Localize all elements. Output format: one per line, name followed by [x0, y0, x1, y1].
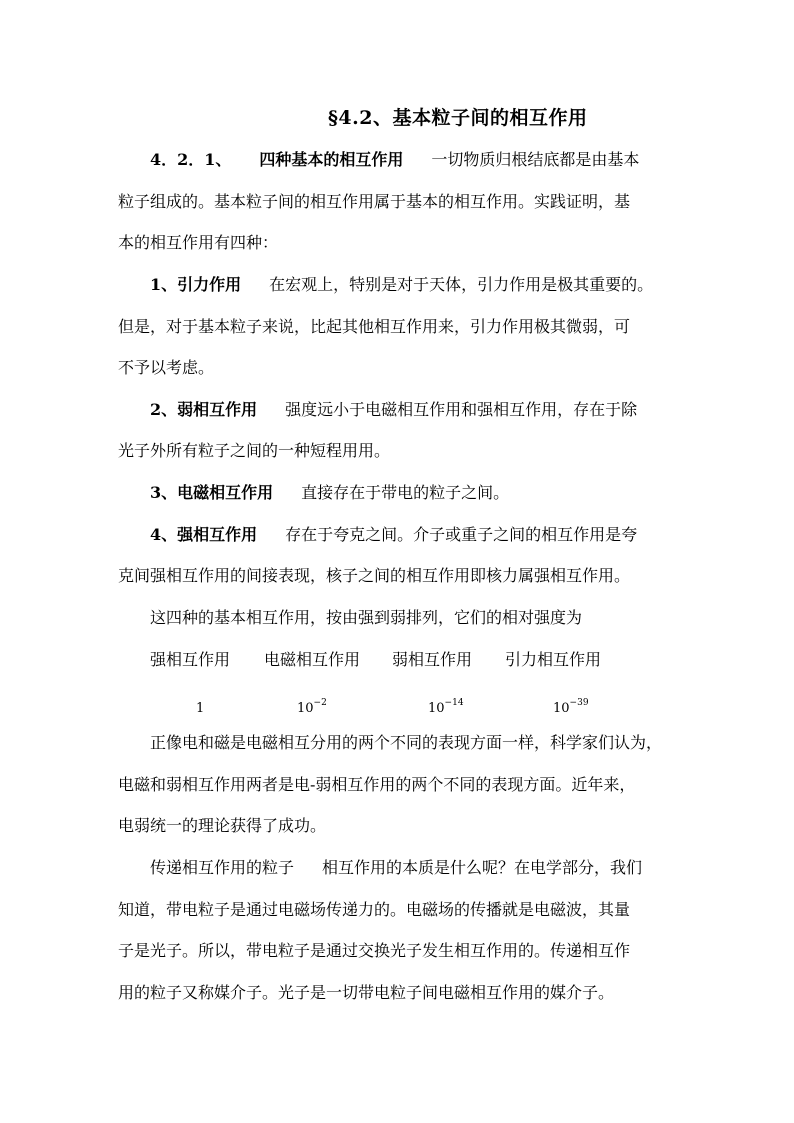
strength-value-em: $10^{-2}$: [297, 698, 327, 716]
item-weak-label: 2、弱相互作用: [150, 400, 258, 419]
item-em-line: [150, 483, 509, 503]
paragraph-text: 强度远小于电磁相互作用和强相互作用，存在于除: [285, 400, 638, 419]
paragraph-line: 粒子组成的。基本粒子间的相互作用属于基本的相互作用。实践证明，基: [118, 192, 631, 211]
item-gravity-line: [150, 275, 653, 295]
strength-value-weak: $10^{-14}$: [428, 698, 464, 716]
item-strong-label: 4、强相互作用: [150, 525, 258, 544]
strength-value-strong: 1: [196, 701, 205, 716]
strength-name-strong: 强相互作用: [150, 650, 231, 669]
paragraph-line: 电磁和弱相互作用两者是电-弱相互作用的两个不同的表现方面。近年来，: [118, 775, 636, 794]
subsection-heading-line: [150, 150, 639, 170]
item-em-label: 3、电磁相互作用: [150, 483, 274, 502]
subsection-heading: 四种基本的相互作用: [259, 150, 404, 169]
paragraph-line: 这四种的基本相互作用，按由强到弱排列，它们的相对强度为: [150, 608, 583, 627]
paragraph-line: 知道，带电粒子是通过电磁场传递力的。电磁场的传播就是电磁波，其量: [118, 900, 631, 919]
paragraph-line: 子是光子。所以，带电粒子是通过交换光子发生相互作用的。传递相互作: [118, 941, 631, 960]
paragraph-text: 存在于夸克之间。介子或重子之间的相互作用是夸: [285, 525, 638, 544]
strength-value-gravity: $10^{-39}$: [553, 698, 589, 716]
subsection-number: 4．2．1、: [150, 150, 232, 169]
mediator-label: 传递相互作用的粒子: [150, 858, 295, 877]
paragraph-line: 正像电和磁是电磁相互分用的两个不同的表现方面一样，科学家们认为，: [150, 733, 663, 752]
strength-name-gravity: 引力相互作用: [505, 650, 602, 669]
paragraph-text: 一切物质归根结底都是由基本: [431, 150, 640, 169]
strength-name-em: 电磁相互作用: [264, 650, 361, 669]
paragraph-line: 光子外所有粒子之间的一种短程用用。: [118, 441, 391, 460]
paragraph-line: 但是，对于基本粒子来说，比起其他相互作用来，引力作用极其微弱，可: [118, 317, 631, 336]
paragraph-line: 用的粒子又称媒介子。光子是一切带电粒子间电磁相互作用的媒介子。: [118, 983, 615, 1002]
paragraph-line: 克间强相互作用的间接表现，核子之间的相互作用即核力属强相互作用。: [118, 566, 631, 585]
paragraph-text: 相互作用的本质是什么呢？在电学部分，我们: [322, 858, 643, 877]
paragraph-line: 不予以考虑。: [118, 358, 215, 377]
strength-name-weak: 弱相互作用: [392, 650, 473, 669]
item-gravity-label: 1、引力作用: [150, 275, 242, 294]
section-title: §4.2、基本粒子间的相互作用: [328, 107, 588, 129]
paragraph-text: 在宏观上，特别是对于天体，引力作用是极其重要的。: [269, 275, 654, 294]
item-weak-line: [150, 400, 637, 420]
mediator-line: [150, 858, 642, 878]
paragraph-text: 直接存在于带电的粒子之间。: [301, 483, 510, 502]
paragraph-line: 电弱统一的理论获得了成功。: [118, 816, 327, 835]
item-strong-line: [150, 525, 637, 545]
paragraph-line: 本的相互作用有四种：: [118, 233, 279, 252]
